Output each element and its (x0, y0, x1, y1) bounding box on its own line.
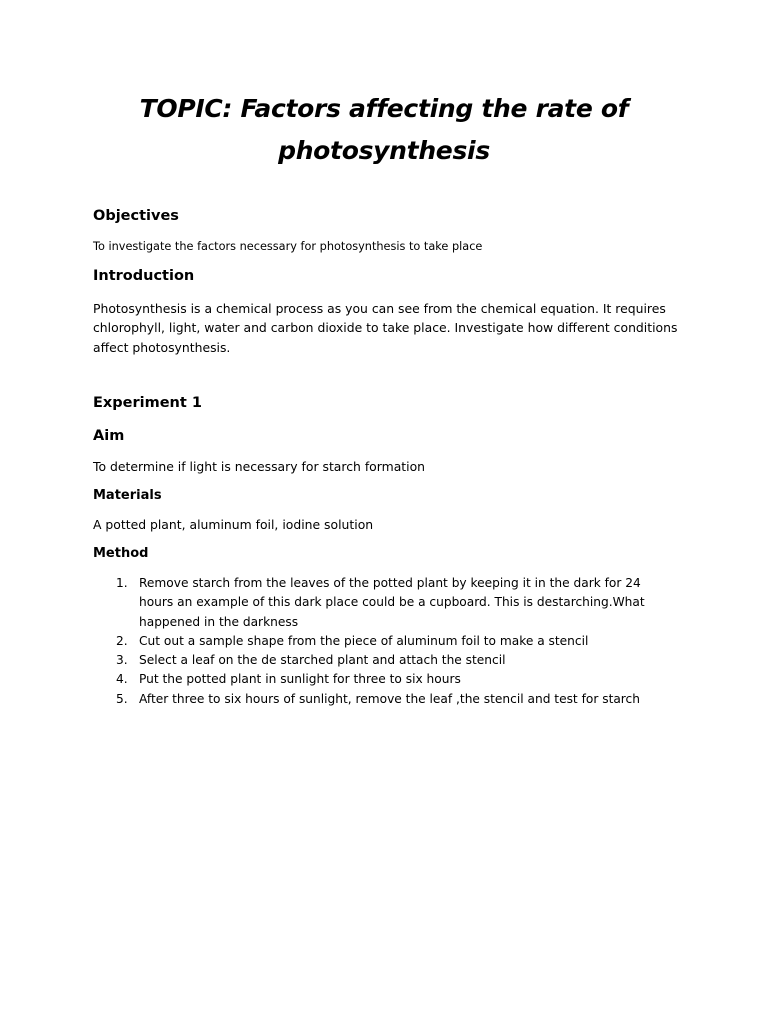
method-heading: Method (93, 546, 149, 561)
step-text: Cut out a sample shape from the piece of aluminum foil to make a stencil (139, 633, 589, 648)
method-step-5 (93, 690, 673, 709)
step-number: 4. (116, 672, 128, 687)
objectives-heading: Objectives (93, 208, 179, 224)
step-number: 2. (116, 633, 128, 648)
step-number: 1. (116, 576, 128, 590)
step-text: Put the potted plant in sunlight for three to six hours (139, 672, 461, 687)
method-step-2 (93, 632, 673, 651)
document-title: TOPIC: Factors affecting the rate of photosynthesis (139, 94, 629, 165)
introduction-text: Photosynthesis is a chemical process as you can see from the chemical equation. It requires chlorophyll, light, water and carbon dioxide to take place. Investigate how different conditions affect photosynthesis. (93, 301, 678, 355)
objectives-text: To investigate the factors necessary for photosynthesis to take place (93, 240, 483, 253)
materials-text: A potted plant, aluminum foil, iodine solution (93, 517, 374, 532)
step-number: 3. (116, 653, 128, 668)
materials-heading: Materials (93, 488, 162, 503)
method-step-3 (93, 651, 673, 670)
introduction-heading: Introduction (93, 268, 195, 284)
method-step-1 (93, 574, 673, 632)
method-step-4 (93, 670, 673, 689)
aim-heading: Aim (93, 428, 125, 444)
step-text: Remove starch from the leaves of the potted plant by keeping it in the dark for 24 hours an example of this dark place could be a cupboard. This is destarching.What happened in the darkness (139, 576, 645, 629)
step-text: After three to six hours of sunlight, remove the leaf ,the stencil and test for starch (139, 691, 640, 706)
step-number: 5. (116, 691, 128, 706)
step-text: Select a leaf on the de starched plant and attach the stencil (139, 653, 506, 668)
aim-text: To determine if light is necessary for starch formation (93, 459, 426, 474)
experiment-heading: Experiment 1 (93, 395, 202, 411)
method-list (93, 574, 673, 709)
